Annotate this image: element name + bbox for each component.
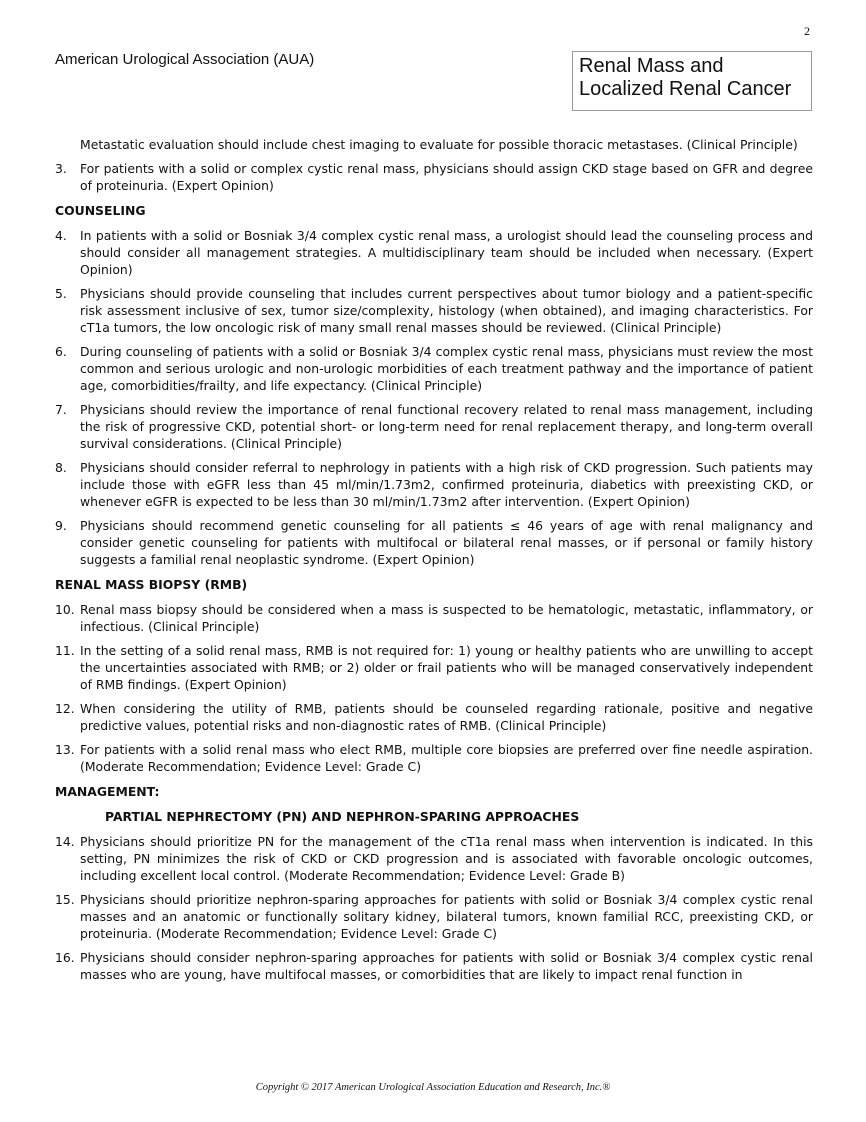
item-text: Physicians should consider nephron-sparing approaches for patients with solid or Bosniak 3/4 complex cystic renal masses who are young, have multifocal masses, or comorbidities that are likely to impact renal function in: [80, 950, 813, 982]
guideline-item-12: [55, 700, 813, 734]
item-number: 12.: [55, 701, 75, 716]
item-number: 13.: [55, 742, 75, 757]
item-number: 4.: [55, 228, 67, 243]
document-title-line-1: Renal Mass and: [579, 55, 724, 77]
guideline-item-5: [55, 285, 813, 336]
item-text: In patients with a solid or Bosniak 3/4 complex cystic renal mass, a urologist should lead the counseling process and should consider all management strategies. A multidisciplinary team should be included when necessary. (Expert Opinion): [80, 228, 813, 277]
item-number: 5.: [55, 286, 67, 301]
item-text: For patients with a solid renal mass who elect RMB, multiple core biopsies are preferred over fine needle aspiration. (Moderate Recommendation; Evidence Level: Grade C): [80, 742, 813, 774]
guideline-item-4: [55, 227, 813, 278]
document-title-line-2: Localized Renal Cancer: [579, 78, 792, 100]
guideline-item-13: [55, 741, 813, 775]
copyright-footer: Copyright © 2017 American Urological Association Education and Research, Inc.®: [255, 1082, 611, 1093]
section-heading-counseling: COUNSELING: [55, 203, 146, 218]
page-number: 2: [804, 24, 810, 38]
item-text: Physicians should recommend genetic counseling for all patients ≤ 46 years of age with renal malignancy and consider genetic counseling for patients with multifocal or bilateral renal masses, or if personal or family history suggests a familial renal neoplastic syndrome. (Expert Opinion): [80, 518, 813, 567]
item-number: 7.: [55, 402, 67, 417]
item-number: 10.: [55, 602, 75, 617]
item-number: 16.: [55, 950, 75, 965]
item-number: 3.: [55, 161, 67, 176]
guideline-content: [55, 136, 813, 990]
section-heading-rmb: RENAL MASS BIOPSY (RMB): [55, 577, 248, 592]
section-heading-management: MANAGEMENT:: [55, 784, 160, 799]
guideline-item-6: [55, 343, 813, 394]
document-title-box: [572, 51, 812, 111]
guideline-item-11: [55, 642, 813, 693]
organization-name: American Urological Association (AUA): [55, 51, 315, 68]
item-text: Physicians should consider referral to nephrology in patients with a high risk of CKD progression. Such patients may include those with eGFR less than 45 ml/min/1.73m2, confirmed proteinuria, diabetics with preexisting CKD, or whenever eGFR is expected to be less than 30 ml/min/1.73m2 after intervention. (Expert Opinion): [80, 460, 813, 509]
item-text: During counseling of patients with a solid or Bosniak 3/4 complex cystic renal mass, physicians must review the most common and serious urologic and non-urologic morbidities of each treatment pathway and the importance of patient age, comorbidities/frailty, and life expectancy. (Clinical Principle): [80, 344, 813, 393]
subsection-heading-pn: PARTIAL NEPHRECTOMY (PN) AND NEPHRON-SPARING APPROACHES: [105, 809, 580, 824]
item-text: In the setting of a solid renal mass, RMB is not required for: 1) young or healthy patients who are unwilling to accept the uncertainties associated with RMB; or 2) older or frail patients who will be managed conservatively independent of RMB findings. (Expert Opinion): [80, 643, 813, 692]
guideline-item-14: [55, 833, 813, 884]
item-text: Physicians should provide counseling that includes current perspectives about tumor biology and a patient-specific risk assessment inclusive of sex, tumor size/complexity, histology (when obtained), and imaging characteristics. For cT1a tumors, the low oncologic risk of many small renal masses should be reviewed. (Clinical Principle): [80, 286, 813, 335]
item-number: 11.: [55, 643, 75, 658]
continuation-paragraph: Metastatic evaluation should include chest imaging to evaluate for possible thoracic metastases. (Clinical Principle): [80, 137, 798, 152]
item-number: 15.: [55, 892, 75, 907]
guideline-item-10: [55, 601, 813, 635]
guideline-item-9: [55, 517, 813, 568]
item-text: Physicians should prioritize nephron-sparing approaches for patients with solid or Bosniak 3/4 complex cystic renal masses and an anatomic or functionally solitary kidney, bilateral tumors, known familial RCC, preexisting CKD, or proteinuria. (Moderate Recommendation; Evidence Level: Grade C): [80, 892, 813, 941]
item-number: 9.: [55, 518, 67, 533]
item-text: Renal mass biopsy should be considered when a mass is suspected to be hematologic, metastatic, inflammatory, or infectious. (Clinical Principle): [80, 602, 813, 634]
guideline-item-3: [55, 160, 813, 194]
item-text: Physicians should prioritize PN for the management of the cT1a renal mass when intervention is indicated. In this setting, PN minimizes the risk of CKD or CKD progression and is associated with favorable oncologic outcomes, including excellent local control. (Moderate Recommendation; Evidence Level: Grade B): [80, 834, 813, 883]
guideline-item-15: [55, 891, 813, 942]
item-text: Physicians should review the importance of renal functional recovery related to renal mass management, including the risk of progressive CKD, potential short- or long-term need for renal replacement therapy, and long-term overall survival considerations. (Clinical Principle): [80, 402, 813, 451]
guideline-item-8: [55, 459, 813, 510]
guideline-item-7: [55, 401, 813, 452]
item-number: 14.: [55, 834, 75, 849]
item-text: When considering the utility of RMB, patients should be counseled regarding rationale, positive and negative predictive values, potential risks and non-diagnostic rates of RMB. (Clinical Principle): [80, 701, 813, 733]
item-number: 6.: [55, 344, 67, 359]
guideline-item-16: [55, 949, 813, 983]
item-number: 8.: [55, 460, 67, 475]
item-text: For patients with a solid or complex cystic renal mass, physicians should assign CKD stage based on GFR and degree of proteinuria. (Expert Opinion): [80, 161, 813, 193]
